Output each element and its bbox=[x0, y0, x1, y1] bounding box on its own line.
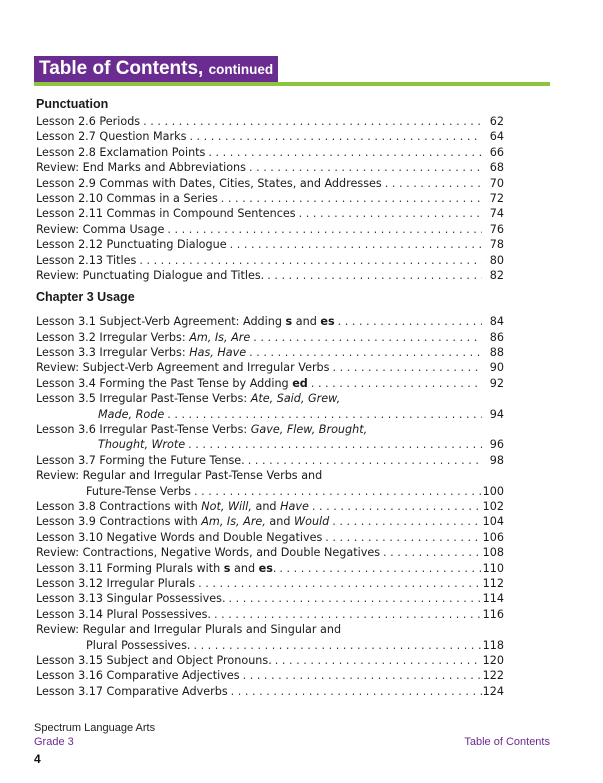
dot-leader bbox=[191, 484, 482, 499]
dot-leader bbox=[296, 206, 482, 221]
dot-leader bbox=[335, 314, 482, 329]
toc-entry[interactable] bbox=[36, 684, 504, 699]
toc-entry[interactable] bbox=[36, 514, 504, 529]
dot-leader bbox=[245, 453, 482, 468]
toc-page-number: 100 bbox=[482, 484, 504, 498]
dot-leader bbox=[205, 145, 482, 160]
dot-leader bbox=[164, 222, 482, 237]
toc-entry-continuation: Future-Tense Verbs bbox=[86, 484, 192, 498]
title-divider bbox=[34, 82, 550, 86]
toc-entry-label: Lesson 3.2 Irregular Verbs: Am, Is, Are bbox=[36, 330, 251, 344]
toc-entry-label: Lesson 3.12 Irregular Plurals bbox=[36, 576, 196, 590]
dot-leader bbox=[227, 237, 482, 252]
toc-page-number: 88 bbox=[489, 346, 504, 360]
dot-leader bbox=[380, 545, 482, 560]
dot-leader bbox=[308, 376, 482, 391]
toc-entry[interactable] bbox=[36, 576, 504, 591]
toc-entry-label: Review: Contractions, Negative Words, and Double Negatives bbox=[36, 546, 381, 560]
toc-entry-label: Lesson 2.8 Exclamation Points bbox=[36, 145, 206, 159]
toc-page-number: 62 bbox=[489, 115, 504, 128]
toc-entry-label: Review: End Marks and Abbreviations bbox=[36, 161, 246, 175]
page-header bbox=[34, 56, 550, 83]
toc-entry[interactable] bbox=[36, 407, 504, 422]
dot-leader bbox=[276, 561, 482, 576]
toc-entry[interactable] bbox=[36, 499, 504, 514]
toc-entry-label: Review: Regular and Irregular Plurals and Singular and bbox=[36, 623, 342, 637]
toc-entry-label: Lesson 3.8 Contractions with Not, Will, and Have bbox=[36, 499, 309, 513]
toc-entry-label: Lesson 3.15 Subject and Object Pronouns. bbox=[36, 653, 272, 667]
toc-page-number: 116 bbox=[482, 607, 504, 621]
toc-page-number: 102 bbox=[482, 499, 504, 513]
toc-entry-label: Lesson 2.9 Commas with Dates, Cities, States, and Addresses bbox=[36, 176, 382, 190]
dot-leader bbox=[186, 129, 482, 144]
toc-page-number: 120 bbox=[482, 653, 504, 667]
dot-leader bbox=[136, 253, 482, 268]
toc-entry[interactable] bbox=[36, 191, 504, 206]
section-heading: Punctuation bbox=[36, 97, 109, 111]
toc-page-number: 72 bbox=[489, 191, 504, 205]
toc-entry[interactable] bbox=[36, 530, 504, 545]
toc-page-number: 112 bbox=[482, 576, 504, 590]
toc-page-number: 82 bbox=[489, 268, 504, 282]
toc-entry[interactable] bbox=[36, 668, 504, 683]
toc-entry-label: Lesson 3.14 Plural Possessives. bbox=[36, 607, 211, 621]
toc-entry[interactable] bbox=[36, 237, 504, 252]
dot-leader bbox=[140, 114, 482, 129]
dot-leader bbox=[246, 160, 482, 175]
toc-entry-label: Lesson 2.7 Question Marks bbox=[36, 130, 187, 144]
toc-entry-label: Review: Punctuating Dialogue and Titles. bbox=[36, 268, 265, 282]
toc-page-number: 70 bbox=[489, 176, 504, 190]
toc-page-number: 64 bbox=[489, 130, 504, 144]
dot-leader bbox=[211, 607, 482, 622]
dot-leader bbox=[382, 176, 482, 191]
toc-page-number: 104 bbox=[482, 515, 504, 529]
toc-page-number: 74 bbox=[489, 207, 504, 221]
toc-entry-line bbox=[36, 622, 504, 637]
toc-entry-label: Review: Subject-Verb Agreement and Irregular Verbs bbox=[36, 361, 330, 375]
toc-entry-label: Lesson 2.6 Periods bbox=[36, 115, 141, 128]
toc-entry[interactable] bbox=[36, 545, 504, 560]
dot-leader bbox=[309, 499, 482, 514]
toc-page-number: 78 bbox=[489, 238, 504, 252]
page-title bbox=[34, 56, 278, 83]
toc-page-number: 84 bbox=[489, 315, 504, 329]
toc-page-number: 114 bbox=[482, 592, 504, 606]
toc-entry-line bbox=[36, 391, 504, 406]
toc-page-number: 66 bbox=[489, 145, 504, 159]
footer-publisher: Spectrum Language Arts bbox=[34, 722, 156, 734]
dot-leader bbox=[218, 191, 482, 206]
toc-entry[interactable] bbox=[36, 145, 504, 160]
toc-entry-continuation: Plural Possessives. bbox=[86, 638, 191, 652]
dot-leader bbox=[329, 514, 482, 529]
toc-page-number: 94 bbox=[489, 407, 504, 421]
page-number: 4 bbox=[34, 752, 41, 766]
toc-entry-label: Lesson 3.9 Contractions with Am, Is, Are, and Would bbox=[36, 515, 330, 529]
toc-entry[interactable] bbox=[36, 206, 504, 221]
toc-entry-label: Review: Comma Usage bbox=[36, 222, 165, 236]
toc-entry-continuation: Made, Rode bbox=[98, 407, 165, 421]
toc-entry-label: Lesson 2.11 Commas in Compound Sentences bbox=[36, 207, 296, 221]
toc-entry-label: Lesson 2.10 Commas in a Series bbox=[36, 191, 218, 205]
toc-entry[interactable] bbox=[36, 114, 504, 129]
dot-leader bbox=[246, 345, 482, 360]
toc-entry[interactable] bbox=[36, 591, 504, 606]
toc-entry[interactable] bbox=[36, 484, 504, 499]
toc-entry[interactable] bbox=[36, 129, 504, 144]
toc-page-number: 86 bbox=[489, 330, 504, 344]
toc-entry-label: Lesson 3.4 Forming the Past Tense by Adding ed bbox=[36, 376, 308, 390]
toc-page-number: 98 bbox=[489, 453, 504, 467]
dot-leader bbox=[240, 668, 482, 683]
toc-entry-label: Lesson 3.10 Negative Words and Double Negatives bbox=[36, 530, 323, 544]
toc-entry-label: Lesson 3.11 Forming Plurals with s and es. bbox=[36, 561, 277, 575]
dot-leader bbox=[250, 330, 482, 345]
toc-entry[interactable] bbox=[36, 314, 504, 329]
toc-entry-label: Lesson 2.12 Punctuating Dialogue bbox=[36, 238, 227, 252]
dot-leader bbox=[322, 530, 482, 545]
toc-entry[interactable] bbox=[36, 638, 504, 653]
toc-page-number: 124 bbox=[482, 684, 504, 698]
toc-entry[interactable] bbox=[36, 360, 504, 375]
footer-grade: Grade 3 bbox=[34, 736, 74, 748]
toc-entry-label: Lesson 3.13 Singular Possessives. bbox=[36, 592, 226, 606]
dot-leader bbox=[272, 653, 482, 668]
toc-entry-continuation: Thought, Wrote bbox=[98, 438, 186, 452]
toc-entry[interactable] bbox=[36, 176, 504, 191]
dot-leader bbox=[264, 268, 482, 283]
toc-entry[interactable] bbox=[36, 453, 504, 468]
toc-page-number: 68 bbox=[489, 161, 504, 175]
dot-leader bbox=[330, 360, 483, 375]
dot-leader bbox=[228, 684, 482, 699]
toc-page-number: 106 bbox=[482, 530, 504, 544]
toc-page-number: 90 bbox=[489, 361, 504, 375]
toc-entry-label: Lesson 3.1 Subject-Verb Agreement: Adding s and es bbox=[36, 315, 335, 329]
toc-entry[interactable] bbox=[36, 653, 504, 668]
toc-page-number: 108 bbox=[482, 546, 504, 560]
toc-entry[interactable] bbox=[36, 268, 504, 283]
toc-entry-line bbox=[36, 468, 504, 483]
toc-entry[interactable] bbox=[36, 160, 504, 175]
toc-entry-label: Review: Regular and Irregular Past-Tense Verbs and bbox=[36, 469, 323, 483]
toc-entry[interactable] bbox=[36, 561, 504, 576]
toc-entry-label: Lesson 3.16 Comparative Adjectives bbox=[36, 669, 240, 683]
toc-entry-label: Lesson 3.3 Irregular Verbs: Has, Have bbox=[36, 346, 247, 360]
dot-leader bbox=[195, 576, 482, 591]
table-of-contents bbox=[36, 96, 504, 699]
toc-entry-label: Lesson 3.7 Forming the Future Tense. bbox=[36, 453, 245, 467]
title-text: Table of Contents, bbox=[39, 58, 204, 79]
toc-entry[interactable] bbox=[36, 345, 504, 360]
toc-entry[interactable] bbox=[36, 437, 504, 452]
toc-entry-label: Lesson 3.6 Irregular Past-Tense Verbs: Gave, Flew, Brought, bbox=[36, 423, 368, 437]
toc-page-number: 118 bbox=[482, 638, 504, 652]
toc-entry-label: Lesson 3.5 Irregular Past-Tense Verbs: Ate, Said, Grew, bbox=[36, 392, 341, 406]
toc-page-number: 110 bbox=[482, 561, 504, 575]
footer-section: Table of Contents bbox=[464, 736, 550, 748]
toc-page-number: 122 bbox=[482, 669, 504, 683]
toc-entry[interactable] bbox=[36, 330, 504, 345]
toc-page-number: 80 bbox=[489, 253, 504, 267]
toc-page-number: 96 bbox=[489, 438, 504, 452]
toc-page-number: 76 bbox=[489, 222, 504, 236]
toc-page-number: 92 bbox=[489, 376, 504, 390]
dot-leader bbox=[164, 407, 482, 422]
toc-entry[interactable] bbox=[36, 222, 504, 237]
toc-entry-label: Lesson 3.17 Comparative Adverbs bbox=[36, 684, 228, 698]
dot-leader bbox=[190, 638, 482, 653]
toc-entry-label: Lesson 2.13 Titles bbox=[36, 253, 137, 267]
toc-entry-line bbox=[36, 422, 504, 437]
dot-leader bbox=[226, 591, 482, 606]
toc-entry[interactable] bbox=[36, 607, 504, 622]
toc-entry[interactable] bbox=[36, 253, 504, 268]
section-heading: Chapter 3 Usage bbox=[36, 290, 135, 305]
toc-entry[interactable] bbox=[36, 376, 504, 391]
dot-leader bbox=[185, 437, 482, 452]
title-suffix: continued bbox=[208, 62, 274, 77]
